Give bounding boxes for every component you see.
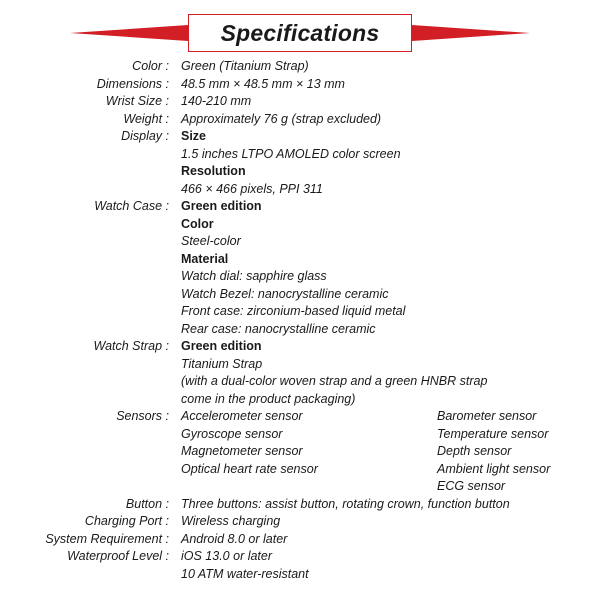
spec-value: iOS 13.0 or later (181, 549, 273, 563)
sensor-item: Barometer sensor (437, 409, 537, 423)
sensor-item: Ambient light sensor (437, 461, 551, 476)
spec-value: 140-210 mm (181, 94, 252, 108)
spec-label: Sensors : (116, 409, 169, 423)
spec-value: 48.5 mm × 48.5 mm × 13 mm (181, 76, 345, 91)
spec-value: Green (Titanium Strap) (181, 59, 309, 73)
spec-label: Dimensions : (96, 76, 169, 91)
spec-label: Watch Strap : (93, 339, 169, 353)
spec-values (181, 198, 581, 338)
spec-values (181, 76, 581, 94)
spec-label: System Requirement : (45, 531, 169, 546)
spec-row (0, 93, 600, 111)
spec-value: (with a dual-color woven strap and a green HNBR strap (181, 374, 488, 388)
spec-row (0, 128, 600, 198)
spec-values (181, 531, 581, 549)
spec-values (181, 93, 581, 111)
spec-value: 1.5 inches LTPO AMOLED color screen (181, 146, 401, 161)
spec-value: 10 ATM water-resistant (181, 566, 309, 581)
spec-value: Rear case: nanocrystalline ceramic (181, 321, 376, 336)
spec-label: Charging Port : (84, 514, 169, 528)
spec-label: Color : (132, 59, 169, 73)
spec-row (0, 58, 600, 76)
spec-value: Three buttons: assist button, rotating crown, function button (181, 496, 510, 511)
sensor-column-2 (437, 408, 587, 496)
title-box (188, 14, 412, 52)
spec-row (0, 111, 600, 129)
sensor-item: Accelerometer sensor (181, 409, 303, 423)
sensor-item: Gyroscope sensor (181, 426, 283, 441)
spec-row (0, 531, 600, 549)
spec-label: Button : (125, 496, 169, 511)
spec-row (0, 76, 600, 94)
spec-table (0, 58, 600, 583)
page-title: Specifications (220, 19, 380, 46)
sensor-item: Optical heart rate sensor (181, 461, 318, 476)
spec-label: Watch Case : (94, 199, 169, 213)
spec-subheading: Size (181, 129, 207, 143)
right-red-wedge (412, 25, 530, 41)
sensor-item: Temperature sensor (437, 426, 549, 441)
spec-label: Display : (121, 129, 169, 143)
spec-row (0, 548, 600, 583)
spec-subheading: Color (181, 216, 214, 231)
sensor-list (181, 408, 591, 496)
spec-values (181, 128, 581, 198)
spec-label: Weight : (123, 111, 169, 126)
spec-values (181, 58, 581, 76)
sensors-row (0, 408, 600, 496)
spec-row (0, 338, 600, 408)
spec-subheading: Material (181, 251, 229, 266)
spec-value: come in the product packaging) (181, 391, 356, 406)
spec-label: Waterproof Level : (67, 549, 169, 563)
spec-values (181, 496, 581, 514)
spec-row (0, 496, 600, 514)
spec-value: Android 8.0 or later (181, 531, 288, 546)
spec-value: Steel-color (181, 234, 241, 248)
sensor-item: Magnetometer sensor (181, 444, 303, 458)
sensor-column-1 (181, 408, 437, 496)
spec-value: 466 × 466 pixels, PPI 311 (181, 181, 323, 196)
left-red-wedge (70, 25, 188, 41)
spec-values (181, 338, 581, 408)
spec-row (0, 513, 600, 531)
spec-values (181, 111, 581, 129)
spec-value: Approximately 76 g (strap excluded) (181, 111, 382, 126)
spec-label: Wrist Size : (105, 94, 169, 108)
spec-values (181, 513, 581, 531)
spec-row (0, 198, 600, 338)
spec-value: Watch Bezel: nanocrystalline ceramic (181, 286, 389, 301)
spec-value: Wireless charging (181, 514, 281, 528)
spec-subheading: Resolution (181, 164, 246, 178)
sensor-item: Depth sensor (437, 444, 512, 458)
sensor-item: ECG sensor (437, 479, 506, 493)
spec-values (181, 548, 581, 583)
spec-value: Front case: zirconium-based liquid metal (181, 304, 406, 318)
spec-value: Watch dial: sapphire glass (181, 269, 327, 283)
spec-subheading: Green edition (181, 339, 262, 353)
specifications-header (0, 14, 600, 52)
spec-value: Titanium Strap (181, 356, 263, 371)
spec-subheading: Green edition (181, 199, 262, 213)
